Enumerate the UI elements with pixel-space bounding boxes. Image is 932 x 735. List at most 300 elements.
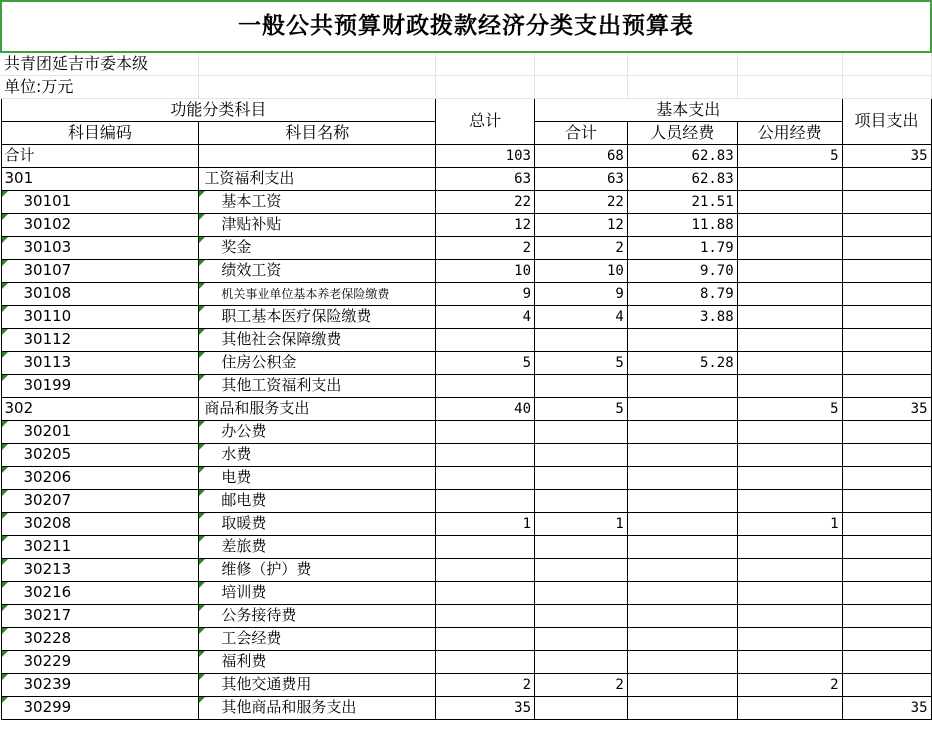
personnel-cell[interactable] [627,420,737,443]
text-number-indicator-icon [2,582,8,588]
public-cell[interactable] [737,420,842,443]
name-cell[interactable] [199,420,436,443]
public-cell[interactable] [737,466,842,489]
personnel-cell[interactable] [627,604,737,627]
total-cell[interactable]: 9 [436,282,535,305]
table-row[interactable] [1,190,931,213]
public-cell[interactable]: 1 [737,512,842,535]
total-cell[interactable] [436,420,535,443]
code-cell[interactable] [1,167,199,190]
name-text: 机关事业单位基本养老保险缴费 [221,286,390,301]
total-cell[interactable] [436,627,535,650]
name-text: 办公费 [221,422,267,440]
text-number-indicator-icon [2,375,8,381]
total-cell[interactable]: 63 [436,167,535,190]
table-row[interactable] [1,535,931,558]
total-cell[interactable] [436,558,535,581]
text-number-indicator-icon [2,444,8,450]
code-text: 30110 [23,307,72,325]
subtotal-cell[interactable] [535,489,628,512]
total-cell[interactable] [436,581,535,604]
name-text: 差旅费 [221,537,267,555]
subtotal-cell[interactable] [535,535,628,558]
name-text: 公务接待费 [221,606,297,624]
personnel-cell[interactable] [627,627,737,650]
code-text: 30206 [23,468,72,486]
code-text: 30102 [23,215,72,233]
code-cell[interactable] [1,604,199,627]
code-cell[interactable] [1,397,199,420]
code-cell[interactable] [1,420,199,443]
public-cell[interactable] [737,604,842,627]
subtotal-cell[interactable] [535,328,628,351]
table-row[interactable] [1,259,931,282]
subtotal-cell[interactable] [535,558,628,581]
empty-cell[interactable] [535,52,628,75]
name-text: 商品和服务支出 [204,399,310,417]
code-text: 30213 [23,560,72,578]
project-cell[interactable] [842,190,931,213]
public-cell[interactable] [737,236,842,259]
text-number-indicator-icon [199,697,205,703]
empty-cell[interactable] [436,75,535,98]
public-cell[interactable] [737,259,842,282]
name-cell[interactable] [199,305,436,328]
table-row[interactable] [1,213,931,236]
total-cell[interactable] [436,535,535,558]
name-cell[interactable] [199,673,436,696]
table-row[interactable] [1,466,931,489]
name-cell[interactable] [199,627,436,650]
table-row[interactable] [1,236,931,259]
code-cell[interactable] [1,144,199,167]
text-number-indicator-icon [199,605,205,611]
total-cell[interactable] [436,374,535,397]
code-cell[interactable] [1,236,199,259]
code-text: 30113 [23,353,72,371]
table-row[interactable] [1,443,931,466]
public-cell[interactable] [737,581,842,604]
project-cell[interactable] [842,443,931,466]
personnel-cell[interactable] [627,696,737,719]
text-number-indicator-icon [199,352,205,358]
code-text: 30207 [23,491,72,509]
name-cell[interactable] [199,190,436,213]
text-number-indicator-icon [199,283,205,289]
personnel-cell[interactable] [627,650,737,673]
personnel-cell[interactable]: 1.79 [627,236,737,259]
name-cell[interactable] [199,397,436,420]
table-row[interactable] [1,167,931,190]
header-total[interactable]: 总计 [436,98,535,144]
personnel-cell[interactable] [627,466,737,489]
public-cell[interactable] [737,282,842,305]
name-text: 工资福利支出 [204,169,295,187]
header-basic[interactable]: 基本支出 [535,98,843,121]
text-number-indicator-icon [199,237,205,243]
name-cell[interactable] [199,167,436,190]
code-text: 30201 [23,422,72,440]
code-cell[interactable] [1,259,199,282]
total-cell[interactable]: 103 [436,144,535,167]
total-cell[interactable] [436,650,535,673]
name-cell[interactable] [199,236,436,259]
name-text: 职工基本医疗保险缴费 [221,307,372,325]
project-cell[interactable] [842,673,931,696]
project-cell[interactable] [842,351,931,374]
project-cell[interactable]: 35 [842,144,931,167]
table-row[interactable] [1,282,931,305]
project-cell[interactable] [842,282,931,305]
text-number-indicator-icon [199,559,205,565]
name-cell[interactable] [199,535,436,558]
project-cell[interactable] [842,420,931,443]
project-cell[interactable] [842,512,931,535]
text-number-indicator-icon [199,651,205,657]
name-cell[interactable] [199,604,436,627]
project-cell[interactable] [842,328,931,351]
empty-cell[interactable] [627,75,737,98]
code-cell[interactable] [1,650,199,673]
public-cell[interactable]: 2 [737,673,842,696]
personnel-cell[interactable] [627,535,737,558]
table-row[interactable] [1,305,931,328]
table-row[interactable] [1,489,931,512]
code-cell[interactable] [1,305,199,328]
public-cell[interactable]: 5 [737,144,842,167]
name-cell[interactable] [199,328,436,351]
empty-cell[interactable] [199,52,436,75]
project-cell[interactable] [842,558,931,581]
subtotal-cell[interactable] [535,627,628,650]
subtotal-cell[interactable]: 4 [535,305,628,328]
code-text: 30103 [23,238,72,256]
project-cell[interactable] [842,466,931,489]
empty-cell[interactable] [535,75,628,98]
table-row[interactable] [1,374,931,397]
text-number-indicator-icon [2,329,8,335]
total-cell[interactable]: 22 [436,190,535,213]
table-row[interactable] [1,144,931,167]
text-number-indicator-icon [199,674,205,680]
text-number-indicator-icon [2,697,8,703]
text-number-indicator-icon [199,582,205,588]
project-cell[interactable] [842,489,931,512]
code-cell[interactable] [1,466,199,489]
table-row[interactable] [1,650,931,673]
personnel-cell[interactable] [627,443,737,466]
text-number-indicator-icon [2,674,8,680]
personnel-cell[interactable]: 9.70 [627,259,737,282]
personnel-cell[interactable] [627,581,737,604]
empty-cell[interactable] [842,75,931,98]
header-project[interactable]: 项目支出 [842,98,931,144]
table-row[interactable] [1,696,931,719]
text-number-indicator-icon [2,421,8,427]
project-cell[interactable] [842,213,931,236]
empty-cell[interactable] [737,52,842,75]
project-cell[interactable] [842,535,931,558]
code-text: 30228 [23,629,72,647]
total-cell[interactable]: 4 [436,305,535,328]
personnel-cell[interactable] [627,397,737,420]
code-text: 30101 [23,192,72,210]
subtotal-cell[interactable]: 68 [535,144,628,167]
project-cell[interactable] [842,581,931,604]
subtotal-cell[interactable] [535,650,628,673]
code-cell[interactable] [1,512,199,535]
name-cell[interactable] [199,558,436,581]
total-cell[interactable]: 2 [436,236,535,259]
public-cell[interactable] [737,696,842,719]
name-cell[interactable] [199,443,436,466]
name-text: 维修（护）费 [221,560,312,578]
personnel-cell[interactable] [627,489,737,512]
code-text: 30199 [23,376,72,394]
subtotal-cell[interactable] [535,604,628,627]
project-cell[interactable] [842,259,931,282]
project-cell[interactable] [842,236,931,259]
project-cell[interactable] [842,374,931,397]
public-cell[interactable] [737,650,842,673]
personnel-cell[interactable] [627,374,737,397]
public-cell[interactable] [737,213,842,236]
text-number-indicator-icon [199,191,205,197]
name-text: 其他交通费用 [221,675,312,693]
subtotal-cell[interactable]: 9 [535,282,628,305]
subtotal-cell[interactable] [535,374,628,397]
name-cell[interactable] [199,213,436,236]
total-cell[interactable]: 35 [436,696,535,719]
personnel-cell[interactable] [627,558,737,581]
subtotal-cell[interactable]: 2 [535,236,628,259]
empty-cell[interactable] [737,75,842,98]
project-cell[interactable] [842,305,931,328]
project-cell[interactable] [842,167,931,190]
personnel-cell[interactable]: 3.88 [627,305,737,328]
text-number-indicator-icon [199,513,205,519]
name-cell[interactable] [199,374,436,397]
name-text: 其他商品和服务支出 [221,698,357,716]
code-cell[interactable] [1,558,199,581]
text-number-indicator-icon [2,214,8,220]
code-cell[interactable] [1,213,199,236]
total-cell[interactable]: 12 [436,213,535,236]
personnel-cell[interactable]: 11.88 [627,213,737,236]
name-cell[interactable] [199,259,436,282]
total-cell[interactable] [436,604,535,627]
public-cell[interactable] [737,167,842,190]
subtotal-cell[interactable]: 5 [535,397,628,420]
text-number-indicator-icon [199,421,205,427]
subtotal-cell[interactable]: 63 [535,167,628,190]
total-cell[interactable]: 2 [436,673,535,696]
name-cell[interactable] [199,144,436,167]
table-row[interactable] [1,604,931,627]
header-subtotal[interactable]: 合计 [535,121,628,144]
code-cell[interactable] [1,489,199,512]
total-cell[interactable]: 10 [436,259,535,282]
code-text: 30229 [23,652,72,670]
name-text: 奖金 [221,238,252,256]
table-row[interactable] [1,673,931,696]
table-row[interactable] [1,627,931,650]
code-cell[interactable] [1,535,199,558]
code-text: 30112 [23,330,72,348]
text-number-indicator-icon [2,605,8,611]
public-cell[interactable] [737,627,842,650]
subtotal-cell[interactable] [535,443,628,466]
text-number-indicator-icon [2,237,8,243]
empty-cell[interactable] [436,52,535,75]
subtotal-cell[interactable]: 1 [535,512,628,535]
name-text: 其他社会保障缴费 [221,330,342,348]
text-number-indicator-icon [2,352,8,358]
text-number-indicator-icon [199,329,205,335]
subtotal-cell[interactable]: 12 [535,213,628,236]
code-cell[interactable] [1,328,199,351]
public-cell[interactable]: 5 [737,397,842,420]
text-number-indicator-icon [2,467,8,473]
code-cell[interactable] [1,443,199,466]
subtotal-cell[interactable]: 2 [535,673,628,696]
code-cell[interactable] [1,581,199,604]
personnel-cell[interactable]: 21.51 [627,190,737,213]
name-cell[interactable] [199,650,436,673]
code-cell[interactable] [1,627,199,650]
subtotal-cell[interactable]: 5 [535,351,628,374]
empty-cell[interactable] [627,52,737,75]
project-cell[interactable] [842,604,931,627]
personnel-cell[interactable] [627,328,737,351]
code-text: 30216 [23,583,72,601]
total-cell[interactable] [436,443,535,466]
header-code[interactable]: 科目编码 [1,121,199,144]
name-text: 培训费 [221,583,267,601]
subtotal-cell[interactable] [535,696,628,719]
code-cell[interactable] [1,282,199,305]
subtotal-cell[interactable] [535,420,628,443]
table-row[interactable] [1,512,931,535]
text-number-indicator-icon [199,490,205,496]
text-number-indicator-icon [199,214,205,220]
name-text: 基本工资 [221,192,282,210]
name-text: 邮电费 [221,491,267,509]
table-row[interactable] [1,351,931,374]
code-text: 302 [4,399,34,417]
total-cell[interactable]: 40 [436,397,535,420]
code-text: 合计 [4,146,35,164]
header-name[interactable]: 科目名称 [199,121,436,144]
sheet-title[interactable]: 一般公共预算财政拨款经济分类支出预算表 [1,1,931,52]
text-number-indicator-icon [2,260,8,266]
empty-cell[interactable] [842,52,931,75]
code-text: 30299 [23,698,72,716]
personnel-cell[interactable]: 8.79 [627,282,737,305]
code-text: 30108 [23,284,72,302]
name-cell[interactable] [199,581,436,604]
text-number-indicator-icon [199,306,205,312]
personnel-cell[interactable] [627,673,737,696]
public-cell[interactable] [737,374,842,397]
code-cell[interactable] [1,673,199,696]
table-row[interactable] [1,328,931,351]
name-cell[interactable] [199,466,436,489]
text-number-indicator-icon [2,191,8,197]
personnel-cell[interactable] [627,512,737,535]
code-cell[interactable] [1,351,199,374]
header-func-category[interactable]: 功能分类科目 [1,98,436,121]
public-cell[interactable] [737,328,842,351]
public-cell[interactable] [737,489,842,512]
public-cell[interactable] [737,351,842,374]
header-public[interactable]: 公用经费 [737,121,842,144]
code-cell[interactable] [1,190,199,213]
table-row[interactable] [1,420,931,443]
text-number-indicator-icon [2,559,8,565]
code-text: 30211 [23,537,72,555]
name-cell[interactable] [199,351,436,374]
total-cell[interactable] [436,489,535,512]
name-cell[interactable] [199,512,436,535]
table-body [1,144,931,719]
total-cell[interactable]: 5 [436,351,535,374]
public-cell[interactable] [737,190,842,213]
public-cell[interactable] [737,558,842,581]
code-cell[interactable] [1,696,199,719]
subtotal-cell[interactable]: 10 [535,259,628,282]
project-cell[interactable]: 35 [842,696,931,719]
personnel-cell[interactable]: 5.28 [627,351,737,374]
public-cell[interactable] [737,443,842,466]
subtotal-cell[interactable] [535,581,628,604]
subtotal-cell[interactable] [535,466,628,489]
name-cell[interactable] [199,696,436,719]
project-cell[interactable]: 35 [842,397,931,420]
code-cell[interactable] [1,374,199,397]
name-text: 取暖费 [221,514,267,532]
total-cell[interactable]: 1 [436,512,535,535]
table-row[interactable] [1,558,931,581]
personnel-cell[interactable]: 62.83 [627,167,737,190]
table-row[interactable] [1,581,931,604]
code-text: 30205 [23,445,72,463]
project-cell[interactable] [842,650,931,673]
text-number-indicator-icon [199,467,205,473]
public-cell[interactable] [737,305,842,328]
name-text: 水费 [221,445,252,463]
unit-name-cell[interactable]: 共青团延吉市委本级 [1,52,199,75]
name-cell[interactable] [199,489,436,512]
code-text: 30239 [23,675,72,693]
table-row[interactable] [1,397,931,420]
project-cell[interactable] [842,627,931,650]
subtotal-cell[interactable]: 22 [535,190,628,213]
total-cell[interactable] [436,466,535,489]
total-cell[interactable] [436,328,535,351]
name-text: 电费 [221,468,252,486]
code-text: 30217 [23,606,72,624]
unit-label-cell[interactable]: 单位:万元 [1,75,199,98]
header-personnel[interactable]: 人员经费 [627,121,737,144]
empty-cell[interactable] [199,75,436,98]
public-cell[interactable] [737,535,842,558]
personnel-cell[interactable]: 62.83 [627,144,737,167]
text-number-indicator-icon [199,536,205,542]
code-text: 30208 [23,514,72,532]
text-number-indicator-icon [199,260,205,266]
name-cell[interactable] [199,282,436,305]
